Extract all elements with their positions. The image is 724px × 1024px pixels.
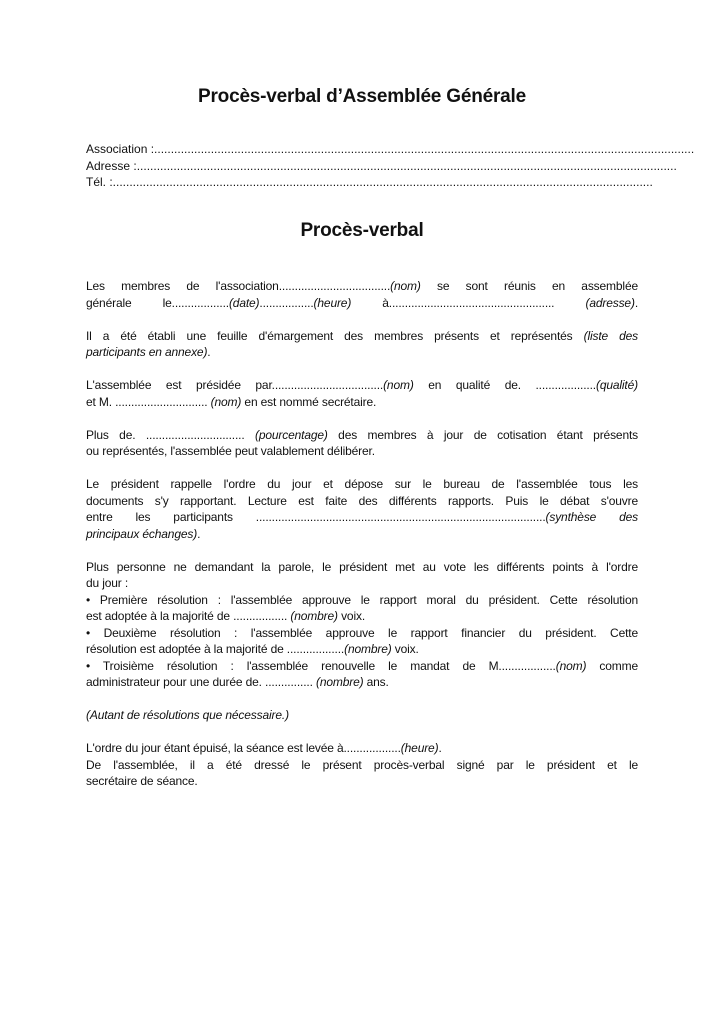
association-line: [86, 141, 695, 158]
paragraph-note: (Autant de résolutions que nécessaire.): [86, 708, 289, 722]
paragraph-agenda: Le président rappelle l'ordre du jour et dépose sur le bureau de l'assemblée tous les documents s'y rapportant. Lecture est faite des différents rapports. Puis le débat s'ouvre entre les participants ...........................................................................................(synthèse des principaux échanges).: [86, 477, 638, 541]
phone-label: Tél. :: [86, 175, 113, 189]
paragraph-closing: L'ordre du jour étant épuisé, la séance est levée à..................(heure). De l'assemblée, il a été dressé le présent procès-verbal signé par le président et le secrétaire de séance.: [86, 741, 638, 788]
section-title: Procès-verbal: [300, 220, 424, 241]
association-label: Association :: [86, 142, 155, 156]
resolution-3: • Troisième résolution : l'assemblée renouvelle le mandat de M..................(nom) comme: [86, 658, 638, 673]
resolution-1: • Première résolution : l'assemblée approuve le rapport moral du président. Cette résolution: [86, 592, 638, 607]
paragraph-quorum: Plus de. ............................... (pourcentage) des membres à jour de cotisation étant présents ou représentés, l'assemblée peut valablement délibérer.: [86, 427, 638, 458]
association-dots: ..................................................................................................................................................................: [154, 142, 695, 156]
resolution-2: • Deuxième résolution : l'assemblée approuve le rapport financier du président. Cette: [86, 625, 638, 640]
address-line: [86, 158, 677, 175]
paragraph-attendance: Il a été établi une feuille d'émargement des membres présents et représentés (liste des participants en annexe).: [86, 328, 638, 359]
paragraph-president: L'assemblée est présidée par...................................(nom) en qualité de. ...................(qualité) et M. ............................. (nom) en est nommé secrétaire.: [86, 378, 638, 409]
phone-dots: ..................................................................................................................................................................: [112, 175, 653, 189]
document-body: [86, 278, 638, 806]
paragraph-resolutions: Plus personne ne demandant la parole, le président met au vote les différents points à l'ordre du jour : • Première résolution : l'assemblée approuve le rapport moral du président. Cette résolution est adoptée à la majorité de ................. (nombre) voix. • Deuxième résolution : l'assemblée approuve le rapport financier du président. Cette résolution est adoptée à la majorité de ..................(nombre) voix. • Troisième résolution : l'assemblée renouvelle le mandat de M..................(nom) comme administrateur pour une durée de. ............... (nombre) ans.: [86, 559, 638, 689]
phone-line: [86, 174, 653, 191]
address-label: Adresse :: [86, 158, 137, 173]
paragraph-members: Les membres de l'association...................................(nom) se sont réunis en assemblée générale le..................(date).................(heure) à.................................................... (adresse).: [86, 279, 638, 310]
document-title: Procès-verbal d’Assemblée Générale: [198, 86, 526, 107]
association-header: [86, 141, 695, 191]
address-dots: ..................................................................................................................................................................: [136, 158, 677, 173]
